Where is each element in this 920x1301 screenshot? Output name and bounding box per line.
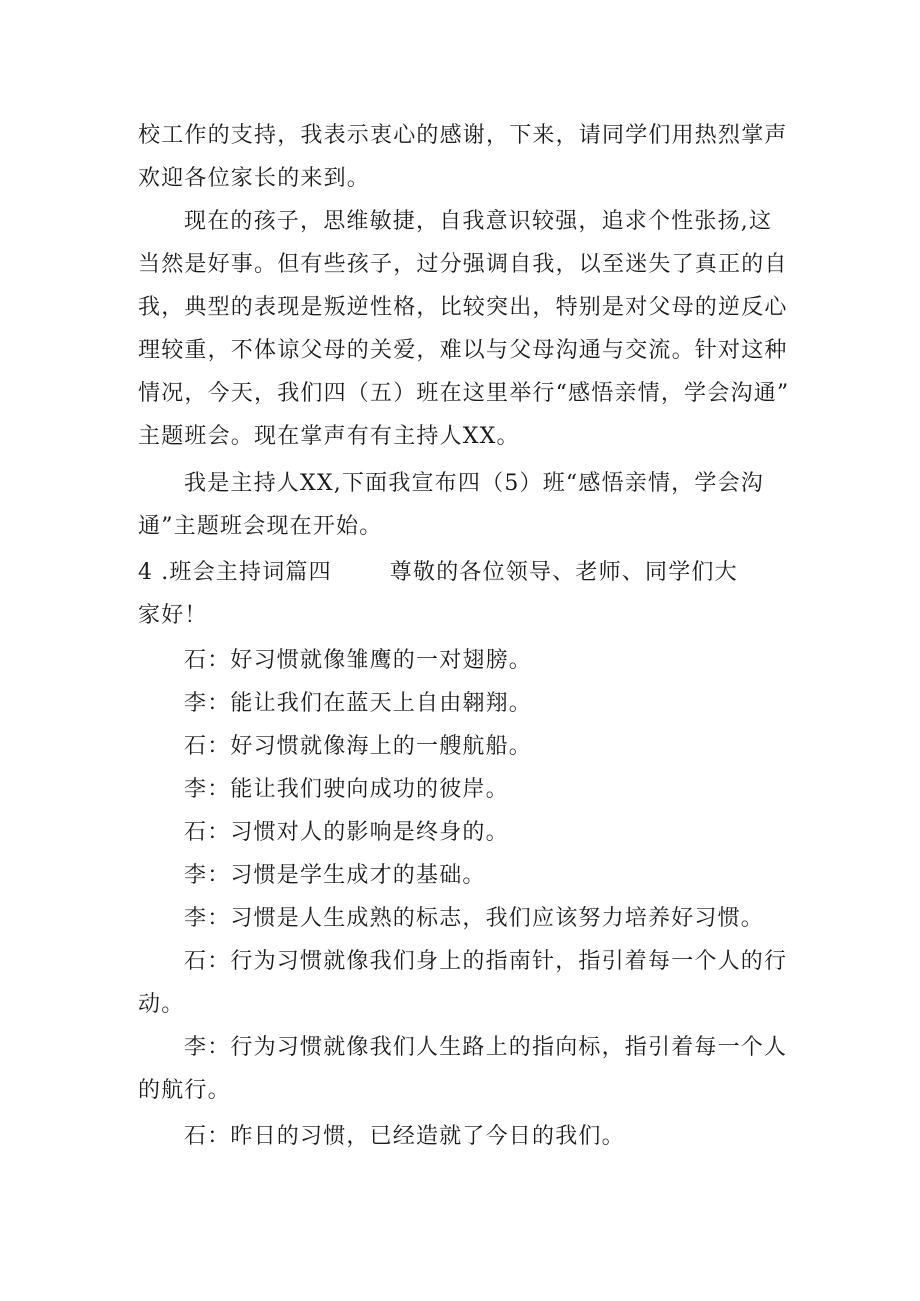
paragraph-3-line-2: 通”主题班会现在开始。 <box>138 514 383 539</box>
dialogue-line: 李：能让我们在蓝天上自由翱翔。 <box>184 691 533 716</box>
dialogue-long-2-line-1: 李：行为习惯就像我们人生路上的指向标，指引着每一个人 <box>184 1035 788 1060</box>
dialogue-line: 李：习惯是人生成熟的标志，我们应该努力培养好习惯。 <box>184 906 765 931</box>
section-4-greeting-line-1: 尊敬的各位领导、老师、同学们大 <box>389 560 738 585</box>
section-4-heading <box>138 557 738 589</box>
dialogue-line: 石：好习惯就像雏鹰的一对翅膀。 <box>184 648 533 673</box>
paragraph-2-line-4: 理较重，不体谅父母的关爱，难以与父母沟通与交流。针对这种 <box>138 338 788 363</box>
section-4-title: .班会主持词篇四 <box>161 560 332 585</box>
paragraph-3-line-1: 我是主持人XX,下面我宣布四（5）班“感悟亲情，学会沟 <box>184 471 764 496</box>
dialogue-long-2-line-2: 的航行。 <box>138 1078 231 1103</box>
dialogue-long-1-line-2: 动。 <box>138 992 185 1017</box>
paragraph-2-line-3: 我，典型的表现是叛逆性格，比较突出，特别是对父母的逆反心 <box>138 295 788 320</box>
paragraph-2-line-6: 主题班会。现在掌声有有主持人XX。 <box>138 424 520 449</box>
dialogue-line: 李：习惯是学生成才的基础。 <box>184 863 486 888</box>
paragraph-2-line-5: 情况，今天，我们四（五）班在这里举行“感悟亲情，学会沟通” <box>138 381 790 406</box>
dialogue-line: 石：习惯对人的影响是终身的。 <box>184 820 509 845</box>
paragraph-1-line-2: 欢迎各位家长的来到。 <box>138 166 371 191</box>
section-4-greeting-line-2: 家好！ <box>138 603 208 628</box>
dialogue-long-1-line-1: 石：行为习惯就像我们身上的指南针，指引着每一个人的行 <box>184 949 788 974</box>
dialogue-last-line: 石：昨日的习惯，已经造就了今日的我们。 <box>184 1124 625 1149</box>
section-4-number: 4 <box>138 560 154 585</box>
dialogue-line: 李：能让我们驶向成功的彼岸。 <box>184 777 509 802</box>
paragraph-1-line-1: 校工作的支持，我表示衷心的感谢，下来，请同学们用热烈掌声 <box>138 123 788 148</box>
dialogue-line: 石：好习惯就像海上的一艘航船。 <box>184 734 533 759</box>
paragraph-2-line-2: 当然是好事。但有些孩子，过分强调自我，以至迷失了真正的自 <box>138 252 788 277</box>
paragraph-2-line-1: 现在的孩子，思维敏捷，自我意识较强，追求个性张扬,这 <box>184 209 773 234</box>
